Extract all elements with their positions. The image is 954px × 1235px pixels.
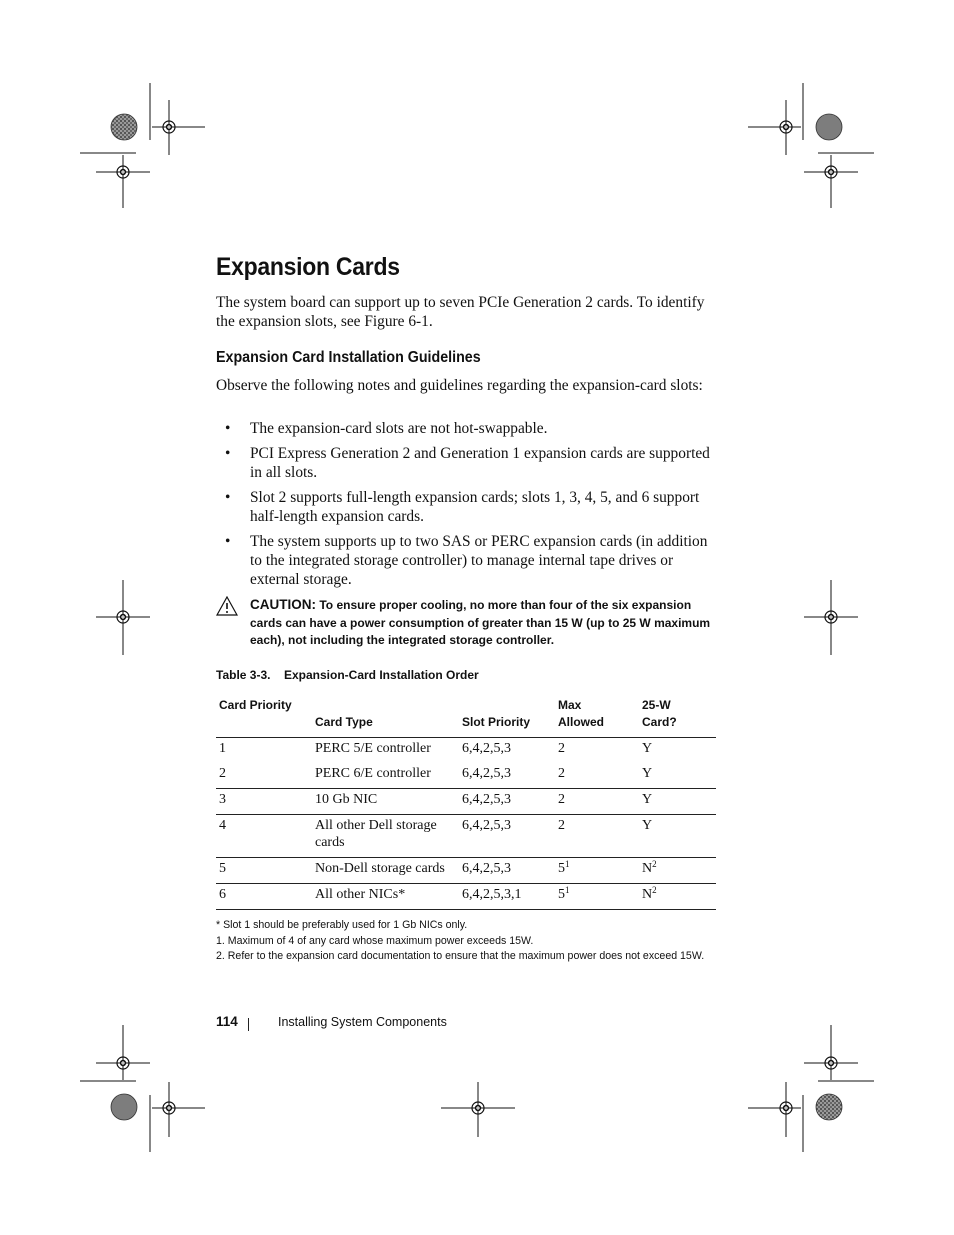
section-intro-paragraph: Observe the following notes and guidelines regarding the expansion-card slots: <box>216 377 703 394</box>
section-heading: Expansion Card Installation Guidelines <box>216 349 481 366</box>
table-row: 5 Non-Dell storage cards 6,4,2,5,3 $5^1$ $N^2$ <box>216 858 716 884</box>
table-row: 6 All other NICs* 6,4,2,5,3,1 $5^1$ $N^2$ <box>216 884 716 910</box>
header-card-priority: Card Priority <box>219 698 292 712</box>
bullet-icon: • <box>225 445 231 462</box>
table-row: 2 PERC 6/E controller 6,4,2,5,3 2 Y <box>216 763 716 789</box>
footnote: * Slot 1 should be preferably used for 1 Gb NICs only. <box>216 919 468 931</box>
header-max-allowed: Max Allowed <box>558 698 605 729</box>
page-number: 114 <box>216 1014 238 1029</box>
header-25w-card: 25-W Card? <box>642 698 677 729</box>
table-title: Expansion-Card Installation Order <box>284 668 479 682</box>
header-card-type: Card Type <box>315 715 373 729</box>
footnote: 2. Refer to the expansion card documentation to ensure that the maximum power does not exceed 15W. <box>216 950 705 962</box>
list-item: • The system supports up to two SAS or PERC expansion cards (in addition to the integrated storage controller) to manage internal tape drives or external storage. <box>225 533 708 588</box>
installation-order-table <box>216 694 716 910</box>
header-slot-priority: Slot Priority <box>462 715 531 729</box>
table-row: 1 PERC 5/E controller 6,4,2,5,3 2 Y <box>219 741 653 756</box>
intro-paragraph: The system board can support up to seven PCIe Generation 2 cards. To identify the expansion slots, see Figure 6-1. <box>216 294 705 330</box>
table-number: Table 3-3. <box>216 668 271 682</box>
bullet-icon: • <box>225 533 231 550</box>
table-row: 4 All other Dell storage cards 6,4,2,5,3 2 Y <box>216 815 716 858</box>
caution-label: CAUTION: <box>250 597 316 612</box>
page-title: Expansion Cards <box>216 253 400 281</box>
list-item: • PCI Express Generation 2 and Generation 1 expansion cards are supported in all slots. <box>225 445 710 481</box>
table-row: 3 10 Gb NIC 6,4,2,5,3 2 Y <box>216 789 716 815</box>
guidelines-list <box>216 419 716 595</box>
table-footnotes <box>216 918 716 965</box>
footer-section-title: Installing System Components <box>278 1015 447 1029</box>
list-item: • Slot 2 supports full-length expansion cards; slots 1, 3, 4, 5, and 6 support half-length expansion cards. <box>225 489 700 525</box>
caution-note <box>216 596 716 650</box>
table-caption <box>216 668 479 682</box>
table-header-row <box>216 694 716 738</box>
bullet-icon: • <box>225 489 231 506</box>
bullet-icon: • <box>225 420 231 437</box>
list-item: • The expansion-card slots are not hot-swappable. <box>225 420 548 437</box>
caution-text: To ensure proper cooling, no more than four of the six expansion cards can have a power consumption of greater than 15 W (up to 25 W maximum each), not including the integrated storage controller. <box>250 598 711 647</box>
caution-triangle-icon <box>216 596 238 616</box>
footnote: 1. Maximum of 4 of any card whose maximum power exceeds 15W. <box>216 934 534 947</box>
footer-divider <box>248 1018 249 1031</box>
